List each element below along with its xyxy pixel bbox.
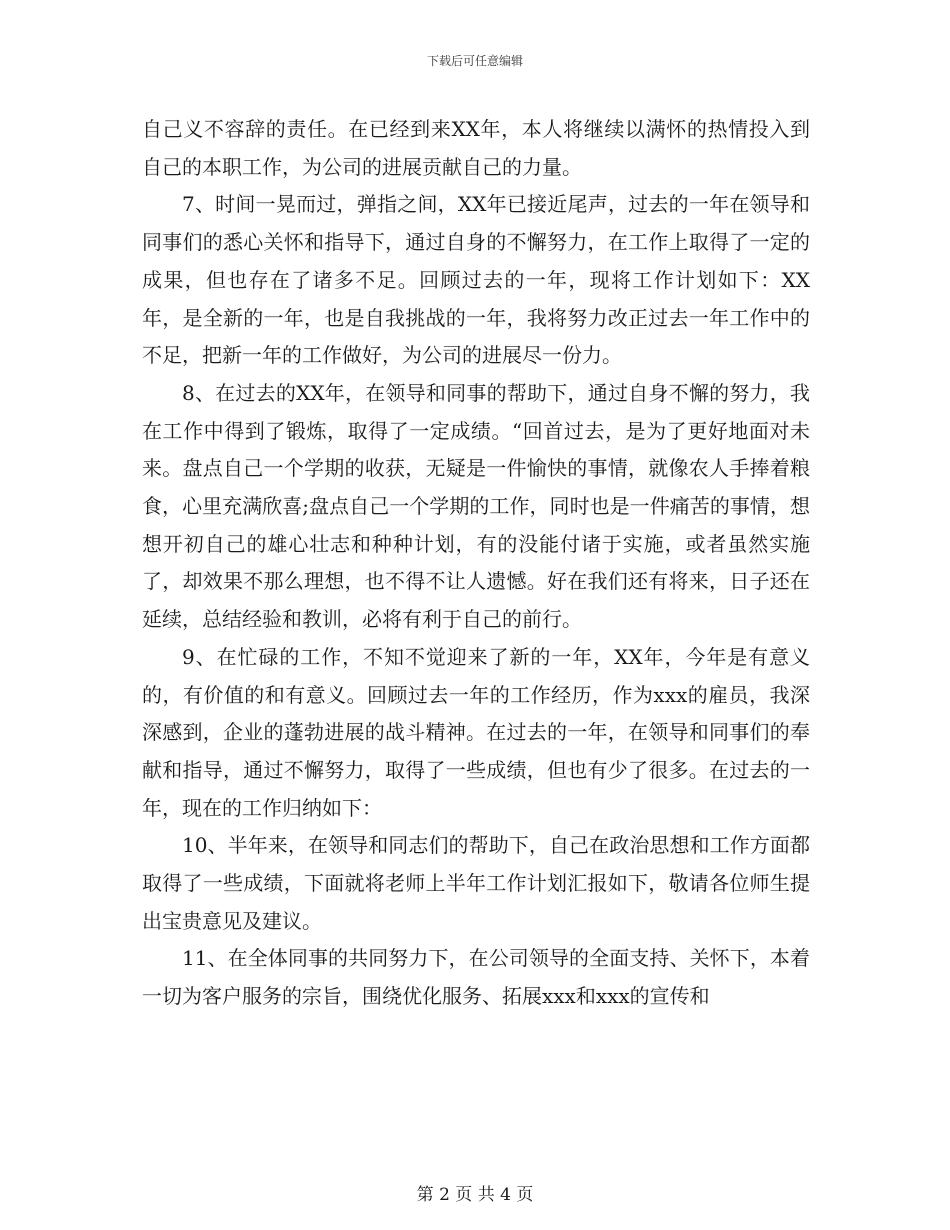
paragraph-item-11: 11、在全体同事的共同努力下，在公司领导的全面支持、关怀下，本着一切为客户服务的宗旨，围绕优化服务、拓展xxx和xxx的宣传和 bbox=[142, 946, 810, 1009]
paragraph-item-8: 8、在过去的XX年，在领导和同事的帮助下，通过自身不懈的努力，我在工作中得到了锻炼，取得了一定成绩。“回首过去，是为了更好地面对未来。盘点自己一个学期的收获，无疑是一件愉快的事情，就像农人手捧着粮食，心里充满欣喜;盘点自己一个学期的工作，同时也是一件痛苦的事情，想想开初自己的雄心壮志和种种计划，有的没能付诸于实施，或者虽然实施了，却效果不那么理想，也不得不让人遗憾。好在我们还有将来，日子还在延续，总结经验和教训，必将有利于自己的前行。 bbox=[142, 380, 810, 632]
page-header: 下载后可任意编辑 bbox=[426, 54, 523, 68]
paragraph-item-7: 7、时间一晃而过，弹指之间，XX年已接近尾声，过去的一年在领导和同事们的悉心关怀和指导下，通过自身的不懈努力，在工作上取得了一定的成果，但也存在了诸多不足。回顾过去的一年，现将工作计划如下：XX年，是全新的一年，也是自我挑战的一年，我将努力改正过去一年工作中的不足，把新一年的工作做好，为公司的进展尽一份力。 bbox=[142, 192, 810, 368]
paragraph-item-10: 10、半年来，在领导和同志们的帮助下，自己在政治思想和工作方面都取得了一些成绩，下面就将老师上半年工作计划汇报如下，敬请各位师生提出宝贵意见及建议。 bbox=[142, 833, 810, 933]
paragraph-item-9: 9、在忙碌的工作，不知不觉迎来了新的一年，XX年，今年是有意义的，有价值的和有意义。回顾过去一年的工作经历，作为xxx的雇员，我深深感到，企业的蓬勃进展的战斗精神。在过去的一年，在领导和同事们的奉献和指导，通过不懈努力，取得了一些成绩，但也有少了很多。在过去的一年，现在的工作归纳如下： bbox=[142, 644, 810, 820]
paragraph-continuation: 自己义不容辞的责任。在已经到来XX年，本人将继续以满怀的热情投入到自己的本职工作，为公司的进展贡献自己的力量。 bbox=[142, 117, 810, 179]
page-number-footer: 第 2 页 共 4 页 bbox=[416, 1185, 534, 1205]
document-body bbox=[142, 111, 810, 1016]
